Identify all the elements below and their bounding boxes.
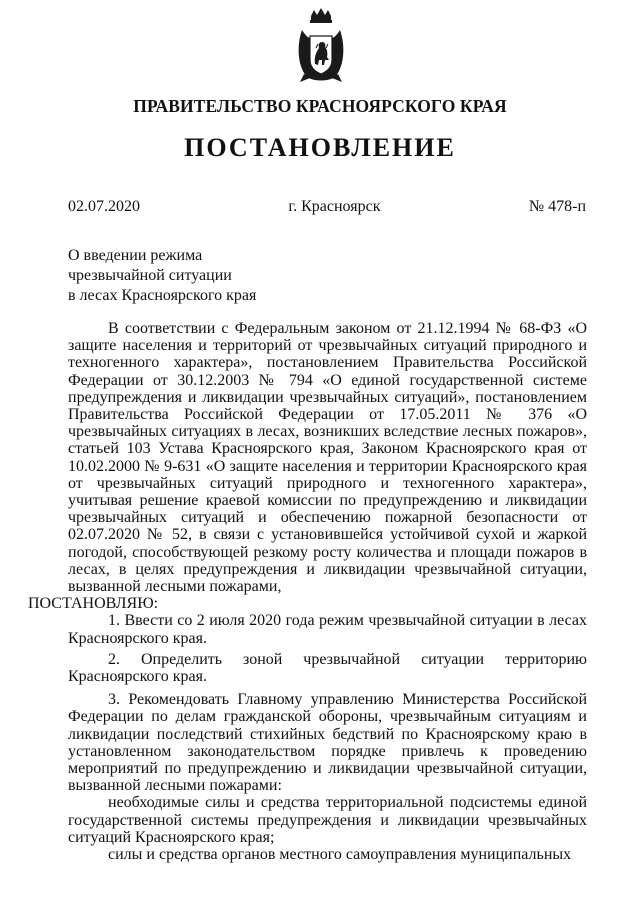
preamble-text: В соответствии с Федеральным законом от 21.12.1994 № 68-ФЗ «О защите населения и территорий от чрезвычайных ситуаций природного и техногенного характера», постановлением Правительства Российской Федерации от 30.12.2003 № 794 «О единой государственной системе предупреждения и ликвидации чрезвычайных ситуаций», постановлением Правительства Российской Федерации от 17.05.2011 № 376 «О чрезвычайных ситуациях в лесах, возникших вследствие лесных пожаров», статьей 103 Устава Красноярского края, Законом Красноярского края от 10.02.2000 № 9-631 «О защите населения и территории Красноярского края от чрезвычайных ситуаций природного и техногенного характера», учитывая решение краевой комиссии по предупреждению и ликвидации чрезвычайных ситуаций и обеспечению пожарной безопасности от 02.07.2020 № 52, в связи с установившейся устойчивой сухой и жаркой погодой, способствующей резкому росту количества и площади пожаров в лесах, в целях предупреждения и ликвидации чрезвычайной ситуации, вызванной лесными пожарами,: [68, 320, 587, 596]
document-date: 02.07.2020: [68, 198, 140, 215]
clause-2: 2. Определить зоной чрезвычайной ситуации территорию Красноярского края.: [68, 650, 587, 686]
document-number: № 478-п: [528, 198, 586, 215]
organization-title: ПРАВИТЕЛЬСТВО КРАСНОЯРСКОГО КРАЯ: [133, 96, 507, 116]
coat-of-arms-icon: [296, 8, 346, 84]
document-meta-row: [68, 198, 586, 216]
subject-line: чрезвычайной ситуации: [68, 267, 232, 284]
subject-line: в лесах Красноярского края: [68, 287, 257, 304]
resolve-word: ПОСТАНОВЛЯЮ:: [28, 595, 159, 613]
document-type-heading: ПОСТАНОВЛЕНИЕ: [184, 133, 456, 162]
document-city: г. Красноярск: [288, 198, 381, 215]
clause-3: 3. Рекомендовать Главному управлению Министерства Российской Федерации по делам гражданской обороны, чрезвычайным ситуациям и ликвидации последствий стихийных бедствий по Красноярскому краю в установленном законодательством порядке привлечь к проведению мероприятий по предупреждению и ликвидации чрезвычайной ситуации, вызванной лесными пожарами:: [68, 691, 587, 795]
clause-1: 1. Ввести со 2 июля 2020 года режим чрезвычайной ситуации в лесах Красноярского края.: [68, 612, 587, 647]
clause-3-item-local: силы и средства органов местного самоуправления муниципальных: [108, 846, 572, 864]
document-subject: [68, 246, 256, 306]
subject-line: О введении режима: [68, 247, 203, 264]
preamble-paragraph: [28, 320, 587, 613]
document-body: [28, 320, 587, 864]
clause-3-item-forces: необходимые силы и средства территориальной подсистемы единой государственной системы предупреждения и ликвидации чрезвычайных ситуаций Красноярского края;: [68, 794, 587, 846]
